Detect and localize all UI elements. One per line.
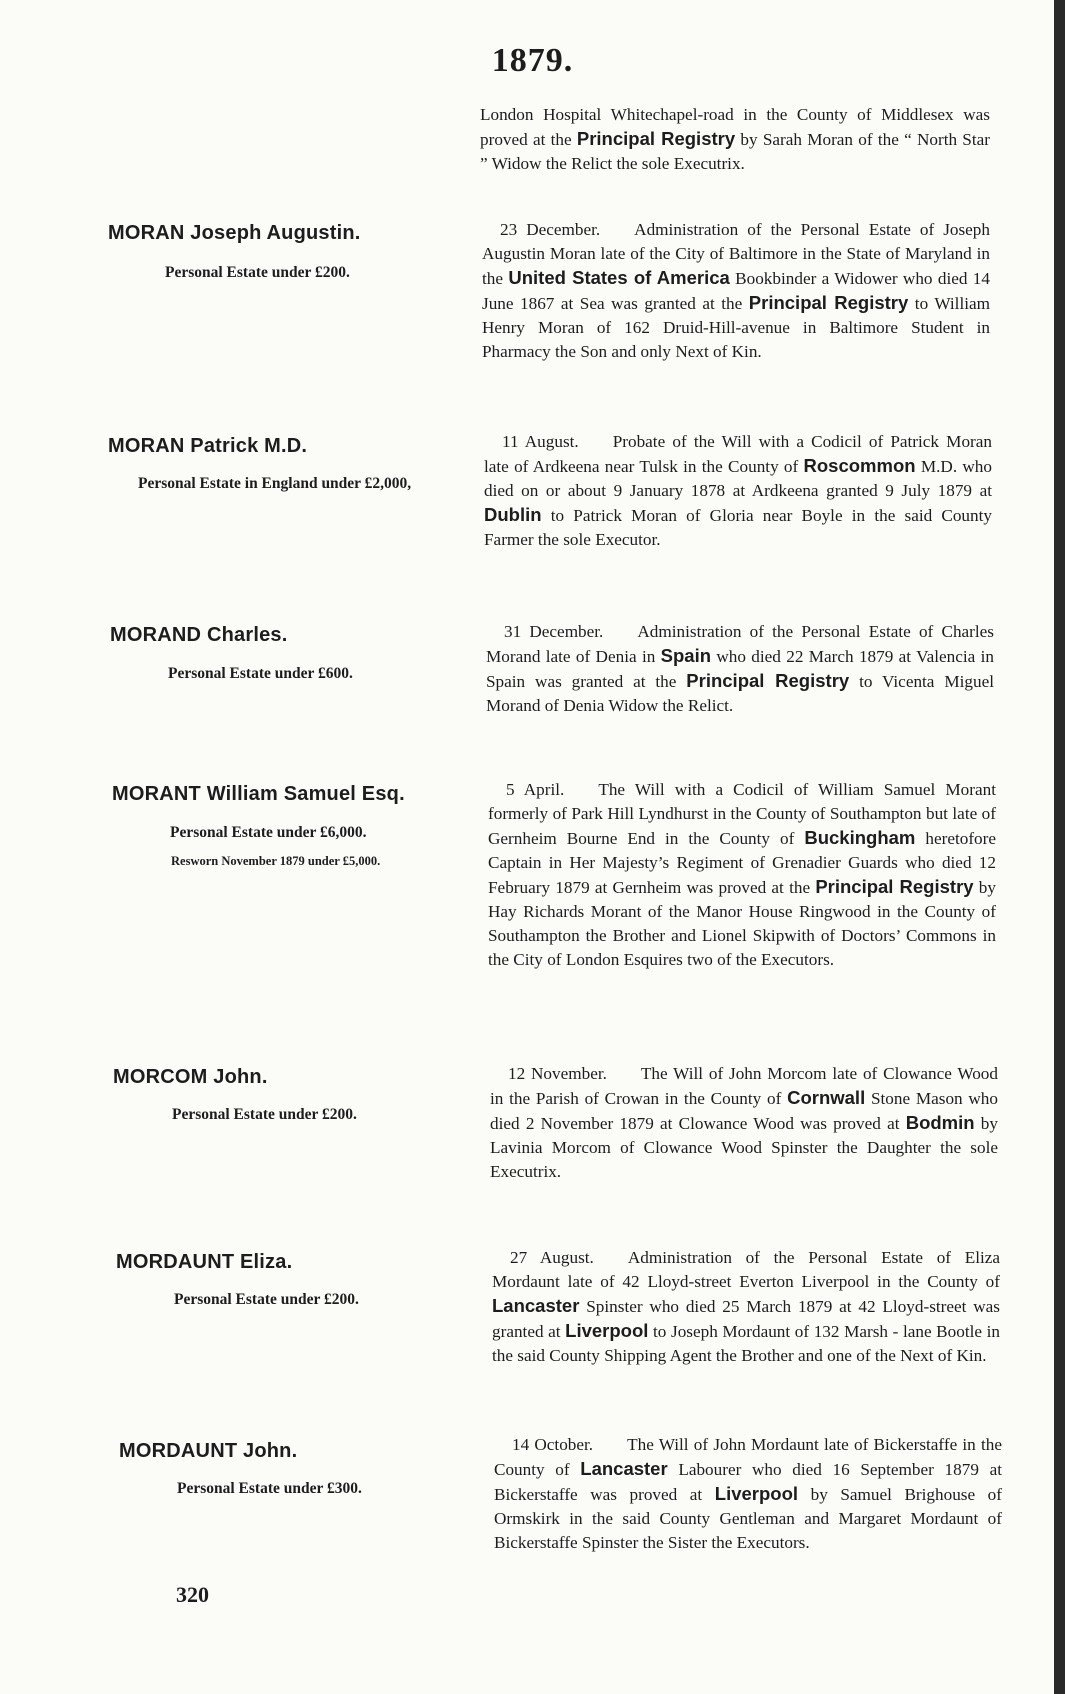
entry-text [492, 1246, 1000, 1368]
entry-name: MORAN Joseph Augustin. [108, 222, 361, 244]
entry-name: MORAND Charles. [110, 624, 288, 646]
highlighted-place: Cornwall [787, 1087, 866, 1108]
entry-text [488, 778, 996, 972]
highlighted-place: Liverpool [714, 1483, 799, 1504]
entry-name: MORAN Patrick M.D. [108, 435, 308, 457]
text-run: Stone Mason who died 2 November 1879 at Clowance Wood was proved at [490, 1089, 998, 1133]
highlighted-place: Lancaster [492, 1295, 580, 1316]
page-year-heading: 1879. [491, 42, 574, 79]
entry-text [494, 1433, 1002, 1555]
highlighted-place: Principal Registry [748, 292, 909, 313]
highlighted-place: Dublin [484, 504, 542, 525]
entry-estate: Personal Estate in England under £2,000, [138, 475, 412, 492]
highlighted-place: United States of America [508, 267, 730, 288]
highlighted-place: Principal Registry [576, 128, 736, 149]
entry-text [484, 430, 992, 552]
text-run: to Patrick Moran of Gloria near Boyle in the said County Farmer the sole Executor. [484, 506, 992, 549]
highlighted-place: Buckingham [804, 827, 916, 848]
entry-text [486, 620, 994, 718]
entry-resworn: Resworn November 1879 under £5,000. [171, 854, 381, 868]
highlighted-place: Lancaster [580, 1458, 668, 1479]
entry-name: MORDAUNT Eliza. [116, 1251, 293, 1273]
highlighted-place: Bodmin [905, 1112, 975, 1133]
highlighted-place: Principal Registry [686, 670, 850, 691]
text-run: M.D. who died on or about 9 January 1878 at Ardkeena granted 9 July 1879 at [484, 457, 992, 500]
text-run: by Sarah Moran of the “ North Star ” Widow the Relict the sole Executrix. [480, 130, 990, 173]
text-run: The Will with a Codicil of William Samuel Morant formerly of Park Hill Lyndhurst in the County of Southampton but late of Gernheim Bourne End in the County of [488, 780, 996, 848]
entry-date: 5 April. [506, 780, 565, 799]
entry-date: 27 August. [510, 1248, 594, 1267]
entry-date: 23 December. [500, 220, 601, 239]
text-run: to William Henry Moran of 162 Druid-Hill-avenue in Baltimore Student in Pharmacy the Son and only Next of Kin. [482, 294, 990, 361]
highlighted-place: Liverpool [565, 1320, 649, 1341]
text-run: by Hay Richards Morant of the Manor House Ringwood in the County of Southampton the Brother and Lionel Skipwith of Doctors’ Commons in the City of London Esquires two of the Executors. [488, 878, 996, 969]
text-run: Administration of the Personal Estate of Joseph Augustin Moran late of the City of Baltimore in the State of Maryland in the [482, 220, 990, 288]
entry-date: 12 November. [508, 1064, 607, 1083]
entry-name: MORCOM John. [113, 1066, 268, 1088]
entry-estate: Personal Estate under £200. [165, 264, 350, 281]
entry-text [490, 1062, 998, 1184]
text-run: Spinster who died 25 March 1879 at 42 Lloyd-street was granted at [492, 1297, 1000, 1341]
entry-estate: Personal Estate under £200. [174, 1291, 359, 1308]
entry-date: 14 October. [512, 1435, 594, 1454]
text-run: by Lavinia Morcom of Clowance Wood Spinster the Daughter the sole Executrix. [490, 1114, 998, 1181]
entry-date: 31 December. [504, 622, 604, 641]
entry-estate: Personal Estate under £300. [177, 1480, 362, 1497]
highlighted-place: Principal Registry [815, 876, 974, 897]
text-run: London Hospital Whitechapel-road in the County of Middlesex was proved at the [480, 105, 990, 149]
page-number: 320 [176, 1582, 209, 1607]
text-run: by Samuel Brighouse of Ormskirk in the said County Gentleman and Margaret Mordaunt of Bickerstaffe Spinster the Sister the Executors. [494, 1485, 1002, 1552]
text-run: heretofore Captain in Her Majesty’s Regiment of Grenadier Guards who died 12 February 1879 at Gernheim was proved at the [488, 829, 996, 897]
continued-entry-text [480, 103, 990, 176]
text-run: Administration of the Personal Estate of Eliza Mordaunt late of 42 Lloyd-street Everton Liverpool in the County of [492, 1248, 1000, 1291]
text-run: who died 22 March 1879 at Valencia in Spain was granted at the [486, 647, 994, 691]
text-run: to Joseph Mordaunt of 132 Marsh - lane Bootle in the said County Shipping Agent the Brother and one of the Next of Kin. [492, 1322, 1000, 1365]
text-run: to Vicenta Miguel Morand of Denia Widow the Relict. [486, 672, 994, 715]
highlighted-place: Roscommon [803, 455, 916, 476]
entry-name: MORDAUNT John. [119, 1440, 298, 1462]
entry-date: 11 August. [502, 432, 579, 451]
highlighted-place: Spain [660, 645, 712, 666]
text-run: Probate of the Will with a Codicil of Patrick Moran late of Ardkeena near Tulsk in the County of [484, 432, 992, 476]
entry-estate: Personal Estate under £6,000. [170, 824, 367, 841]
entry-name: MORANT William Samuel Esq. [112, 783, 405, 805]
entry-text [482, 218, 990, 364]
text-run: Administration of the Personal Estate of Charles Morand late of Denia in [486, 622, 994, 666]
text-run: Bookbinder a Widower who died 14 June 1867 at Sea was granted at the [482, 269, 990, 313]
entry-estate: Personal Estate under £200. [172, 1106, 357, 1123]
text-run: The Will of John Mordaunt late of Bickerstaffe in the County of [494, 1435, 1002, 1479]
text-run: Labourer who died 16 September 1879 at Bickerstaffe was proved at [494, 1460, 1002, 1504]
entry-estate: Personal Estate under £600. [168, 665, 353, 682]
text-run: The Will of John Morcom late of Clowance Wood in the Parish of Crowan in the County of [490, 1064, 998, 1108]
